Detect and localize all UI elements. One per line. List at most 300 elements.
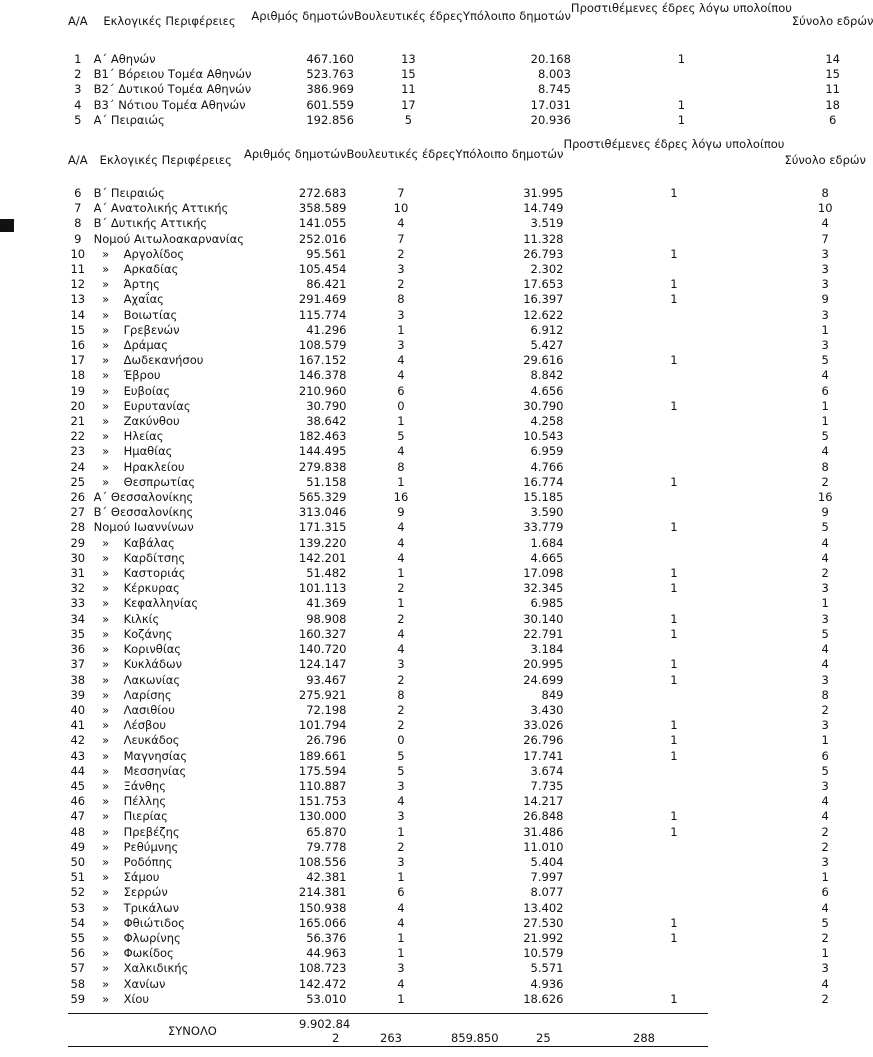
- total-seats-cell: 3: [821, 338, 829, 353]
- col-header-population: Αριθμός δημοτών: [243, 147, 347, 161]
- region-name: [88, 733, 244, 748]
- region-name: [88, 992, 244, 1007]
- region-name: [88, 703, 244, 718]
- table-row: [68, 505, 866, 520]
- seats-cell: 1: [397, 930, 405, 945]
- seats-cell: 1: [397, 824, 405, 839]
- population-cell: 115.774: [298, 307, 347, 322]
- total-seats-cell: 5: [821, 353, 829, 368]
- seats-cell: 5: [397, 429, 405, 444]
- table-row: [68, 338, 866, 353]
- table-row: [68, 429, 866, 444]
- col-header-population: Αριθμός δημοτών: [251, 9, 354, 23]
- region-name: [88, 612, 244, 627]
- row-number: 53: [70, 900, 86, 915]
- row-number: 37: [70, 657, 86, 672]
- ditto-mark: »: [102, 626, 110, 641]
- ditto-mark: »: [102, 474, 110, 489]
- total-seats-cell: 3: [821, 672, 829, 687]
- total-bottom-rule: [68, 1046, 708, 1047]
- table-row: [68, 885, 866, 900]
- table-row: [68, 475, 866, 490]
- region-name: [88, 52, 252, 67]
- remainder-cell: 3.519: [530, 216, 564, 231]
- seats-cell: 0: [397, 733, 405, 748]
- region-name-text: Νομού Αιτωλοακαρνανίας: [93, 231, 244, 246]
- remainder-cell: 10.543: [523, 429, 564, 444]
- row-number: 35: [70, 626, 86, 641]
- row-number: 46: [70, 794, 86, 809]
- seats-cell: 2: [397, 581, 405, 596]
- population-cell: 358.589: [298, 201, 347, 216]
- added-seats-cell: 1: [670, 748, 678, 763]
- remainder-cell: 17.031: [530, 97, 571, 112]
- remainder-cell: 11.328: [523, 231, 564, 246]
- row-number: 26: [70, 490, 86, 505]
- ditto-mark: »: [102, 429, 110, 444]
- region-name: [88, 201, 244, 216]
- region-name: [88, 885, 244, 900]
- region-name: [88, 247, 244, 262]
- population-cell: 182.463: [298, 429, 347, 444]
- added-seats-cell: [563, 444, 784, 459]
- ditto-mark: »: [102, 976, 110, 991]
- ditto-mark: »: [102, 748, 110, 763]
- added-seats-cell: [563, 384, 784, 399]
- total-seats-cell: 1: [821, 322, 829, 337]
- table-row: [68, 901, 866, 916]
- total-seats-cell: 2: [821, 474, 829, 489]
- table-row: [68, 323, 866, 338]
- added-seats-cell: [563, 779, 784, 794]
- row-number: 19: [70, 383, 86, 398]
- row-number: 24: [70, 459, 86, 474]
- region-name: [88, 825, 244, 840]
- remainder-cell: 5.404: [530, 854, 564, 869]
- seats-table-part-1: [68, 1, 873, 128]
- population-cell: 279.838: [298, 459, 347, 474]
- added-seats-cell: [563, 642, 784, 657]
- row-number: 7: [74, 201, 82, 216]
- population-cell: 146.378: [298, 368, 347, 383]
- total-seats-cell: 5: [821, 763, 829, 778]
- row-number: 48: [70, 824, 86, 839]
- total-seats-cell: 1: [821, 733, 829, 748]
- ditto-mark: »: [102, 718, 110, 733]
- remainder-cell: 33.779: [523, 520, 564, 535]
- col-header-seats: Βουλευτικές έδρες: [346, 147, 456, 161]
- col-header-remainder: Υπόλοιπο δημοτών: [455, 147, 564, 161]
- col-header-total-seats: Σύνολο εδρών: [784, 153, 866, 167]
- seats-cell: 1: [397, 870, 405, 885]
- ditto-mark: »: [102, 733, 110, 748]
- row-number: 25: [70, 474, 86, 489]
- seats-cell: 6: [397, 885, 405, 900]
- total-seats-cell: 3: [821, 611, 829, 626]
- region-name: [88, 551, 244, 566]
- total-seats-cell: 2: [821, 702, 829, 717]
- population-cell: 56.376: [306, 930, 347, 945]
- seats-cell: 2: [397, 277, 405, 292]
- row-number: 56: [70, 946, 86, 961]
- added-seats-cell: [563, 764, 784, 779]
- row-number: 52: [70, 885, 86, 900]
- table-row: [68, 201, 866, 216]
- population-cell: 142.472: [298, 976, 347, 991]
- table-row: [68, 353, 866, 368]
- table-body-part-2: [68, 186, 866, 1007]
- total-seats-cell: 11: [825, 82, 840, 97]
- region-name: [88, 262, 244, 277]
- region-name-text: Καρδίτσης: [123, 550, 186, 565]
- population-cell: 189.661: [298, 748, 347, 763]
- seats-cell: 7: [397, 186, 405, 200]
- seats-cell: 4: [397, 368, 405, 383]
- table-row: [68, 216, 866, 231]
- region-name-text: Νομού Ιωαννίνων: [93, 520, 194, 535]
- row-number: 34: [70, 611, 86, 626]
- row-number: 55: [70, 930, 86, 945]
- added-seats-cell: 1: [670, 186, 678, 200]
- seats-cell: 5: [397, 763, 405, 778]
- totals-population-line1: 9.902.84: [299, 1017, 351, 1031]
- region-name-text: Καβάλας: [123, 535, 175, 550]
- row-number: 17: [70, 353, 86, 368]
- region-name: [88, 308, 244, 323]
- seats-cell: 4: [397, 216, 405, 231]
- population-cell: 41.369: [306, 596, 347, 611]
- population-cell: 175.594: [298, 763, 347, 778]
- table-body-part-1: [68, 52, 873, 128]
- table-row: [68, 718, 866, 733]
- population-cell: 95.561: [306, 246, 347, 261]
- ditto-mark: »: [102, 870, 110, 885]
- remainder-cell: 27.530: [523, 915, 564, 930]
- table-row: [68, 657, 866, 672]
- ditto-mark: »: [102, 566, 110, 581]
- region-name: [88, 98, 252, 113]
- row-number: 45: [70, 778, 86, 793]
- remainder-cell: 31.486: [523, 824, 564, 839]
- total-seats-cell: 5: [821, 520, 829, 535]
- table-row: [68, 809, 866, 824]
- region-name: [88, 113, 252, 128]
- row-number: 58: [70, 976, 86, 991]
- ditto-mark: »: [102, 657, 110, 672]
- population-cell: 151.753: [298, 794, 347, 809]
- seats-cell: 2: [397, 611, 405, 626]
- remainder-cell: 17.098: [523, 566, 564, 581]
- seats-cell: 4: [397, 976, 405, 991]
- population-cell: 93.467: [306, 672, 347, 687]
- table-row: [68, 368, 866, 383]
- region-name: [88, 657, 244, 672]
- total-seats-cell: 6: [828, 112, 837, 127]
- ditto-mark: »: [102, 930, 110, 945]
- total-seats-cell: 4: [821, 809, 829, 824]
- total-seats-cell: 3: [821, 246, 829, 261]
- region-name-text: Κέρκυρας: [123, 581, 180, 596]
- row-number: 21: [70, 414, 86, 429]
- added-seats-cell: [563, 201, 784, 216]
- seats-cell: 2: [397, 839, 405, 854]
- row-number: 4: [74, 97, 82, 112]
- total-seats-cell: 3: [821, 854, 829, 869]
- total-seats-cell: 7: [821, 231, 829, 246]
- table-row: [68, 277, 866, 292]
- region-name: [88, 429, 244, 444]
- total-seats-cell: 10: [817, 201, 833, 216]
- table-row: [68, 292, 866, 307]
- seats-cell: 4: [397, 915, 405, 930]
- remainder-cell: 30.140: [523, 611, 564, 626]
- remainder-cell: 7.735: [530, 778, 564, 793]
- population-cell: 65.870: [306, 824, 347, 839]
- table-row: [68, 992, 866, 1007]
- population-cell: 467.160: [306, 52, 354, 66]
- total-seats-cell: 16: [817, 490, 833, 505]
- table-row: [68, 98, 873, 113]
- region-name: [88, 961, 244, 976]
- row-number: 31: [70, 566, 86, 581]
- total-seats-cell: 4: [821, 368, 829, 383]
- added-seats-cell: 1: [670, 474, 678, 489]
- table-row: [68, 961, 866, 976]
- remainder-cell: 8.745: [537, 82, 571, 97]
- region-name-text: Ηρακλείου: [123, 459, 185, 474]
- region-name-text: Ημαθίας: [123, 444, 173, 459]
- table-row: [68, 262, 866, 277]
- ditto-mark: »: [102, 262, 110, 277]
- population-cell: 160.327: [298, 626, 347, 641]
- remainder-cell: 3.430: [530, 702, 564, 717]
- table-row: [68, 596, 866, 611]
- ditto-mark: »: [102, 307, 110, 322]
- remainder-cell: 6.912: [530, 322, 564, 337]
- region-name: [88, 901, 244, 916]
- added-seats-cell: 1: [670, 824, 678, 839]
- row-number: 6: [74, 186, 82, 200]
- remainder-cell: 16.774: [523, 474, 564, 489]
- table-row: [68, 113, 873, 128]
- ditto-mark: »: [102, 991, 110, 1006]
- remainder-cell: 21.992: [523, 930, 564, 945]
- ditto-mark: »: [102, 535, 110, 550]
- region-name: [88, 82, 252, 97]
- total-seats-cell: 6: [821, 885, 829, 900]
- row-number: 20: [70, 398, 86, 413]
- table-row: [68, 764, 866, 779]
- added-seats-cell: [563, 536, 784, 551]
- row-number: 49: [70, 839, 86, 854]
- table-row: [68, 566, 866, 581]
- remainder-cell: 4.766: [530, 459, 564, 474]
- region-name-text: Κεφαλληνίας: [123, 596, 199, 611]
- region-name-text: Γρεβενών: [123, 322, 180, 337]
- added-seats-cell: 1: [670, 398, 678, 413]
- population-cell: 272.683: [298, 186, 347, 200]
- population-cell: 101.794: [298, 718, 347, 733]
- region-name: [88, 277, 244, 292]
- row-number: 18: [70, 368, 86, 383]
- row-number: 32: [70, 581, 86, 596]
- remainder-cell: 20.995: [523, 657, 564, 672]
- region-name: [88, 870, 244, 885]
- total-seats-cell: 1: [821, 596, 829, 611]
- region-name: [88, 338, 244, 353]
- total-seats-cell: 9: [821, 505, 829, 520]
- seats-cell: 4: [397, 520, 405, 535]
- total-seats-cell: 4: [821, 900, 829, 915]
- row-number: 50: [70, 854, 86, 869]
- region-name-text: Έβρου: [123, 368, 161, 383]
- added-seats-cell: 1: [670, 246, 678, 261]
- total-seats-cell: 3: [821, 961, 829, 976]
- remainder-cell: 17.741: [523, 748, 564, 763]
- ditto-mark: »: [102, 702, 110, 717]
- seats-cell: 3: [397, 854, 405, 869]
- region-name: [88, 673, 244, 688]
- remainder-cell: 30.790: [523, 398, 564, 413]
- seats-cell: 3: [397, 338, 405, 353]
- col-header-aa: Α/Α: [68, 153, 88, 167]
- region-name-text: Λασιθίου: [123, 702, 175, 717]
- ditto-mark: »: [102, 353, 110, 368]
- table-header-row: [68, 10, 873, 52]
- population-cell: 108.723: [298, 961, 347, 976]
- region-name-text: Λακωνίας: [123, 672, 181, 687]
- region-name-text: Ρεθύμνης: [123, 839, 179, 854]
- totals-remainder: 859.850: [451, 1031, 499, 1045]
- row-number: 47: [70, 809, 86, 824]
- region-name-text: Κιλκίς: [123, 611, 160, 626]
- added-seats-cell: [563, 901, 784, 916]
- ditto-mark: »: [102, 900, 110, 915]
- table-row: [68, 612, 866, 627]
- population-cell: 291.469: [298, 292, 347, 307]
- ditto-mark: »: [102, 277, 110, 292]
- remainder-cell: 6.985: [530, 596, 564, 611]
- region-name-text: Αρκαδίας: [123, 262, 179, 277]
- seats-cell: 4: [397, 900, 405, 915]
- remainder-cell: 3.674: [530, 763, 564, 778]
- col-header-remainder: Υπόλοιπο δημοτών: [462, 9, 571, 23]
- region-name-text: Πιερίας: [123, 809, 168, 824]
- added-seats-cell: [563, 885, 784, 900]
- region-name: [88, 642, 244, 657]
- table-row: [68, 703, 866, 718]
- region-name: [88, 749, 244, 764]
- seats-table-part-2: [68, 138, 866, 1007]
- row-number: 1: [74, 52, 82, 66]
- table-row: [68, 749, 866, 764]
- col-header-total-seats: Σύνολο εδρών: [791, 14, 873, 28]
- region-name-text: Ευβοίας: [123, 383, 171, 398]
- population-cell: 98.908: [306, 611, 347, 626]
- region-name-text: Τρικάλων: [123, 900, 180, 915]
- population-cell: 51.482: [306, 566, 347, 581]
- region-name: [88, 688, 244, 703]
- row-number: 8: [74, 216, 82, 231]
- seats-cell: 7: [397, 231, 405, 246]
- region-name-text: Καστοριάς: [123, 566, 186, 581]
- population-cell: 41.296: [306, 322, 347, 337]
- remainder-cell: 20.936: [530, 112, 571, 127]
- added-seats-cell: [563, 703, 784, 718]
- row-number: 11: [70, 262, 86, 277]
- totals-seats: 263: [380, 1031, 402, 1045]
- region-name-text: Δράμας: [123, 338, 169, 353]
- total-seats-cell: 1: [821, 398, 829, 413]
- seats-cell: 3: [397, 778, 405, 793]
- region-name: [88, 475, 244, 490]
- table-row: [68, 733, 866, 748]
- seats-cell: 1: [397, 322, 405, 337]
- col-header-region: Εκλογικές Περιφέρειες: [99, 153, 232, 167]
- table-row: [68, 855, 866, 870]
- region-name: [88, 794, 244, 809]
- table-row: [68, 840, 866, 855]
- region-name-text: Α΄ Πειραιώς: [93, 112, 165, 127]
- region-name-text: Β1΄ Βόρειου Τομέα Αθηνών: [93, 67, 252, 82]
- added-seats-cell: [563, 688, 784, 703]
- seats-cell: 4: [397, 794, 405, 809]
- remainder-cell: 4.936: [530, 976, 564, 991]
- population-cell: 601.559: [306, 97, 354, 112]
- table-header-row: [68, 138, 866, 186]
- seats-cell: 5: [397, 748, 405, 763]
- region-name: [88, 186, 244, 201]
- seats-cell: 2: [397, 672, 405, 687]
- row-number: 5: [74, 112, 82, 127]
- seats-cell: 1: [397, 474, 405, 489]
- remainder-cell: 4.258: [530, 414, 564, 429]
- table-row: [68, 825, 866, 840]
- remainder-cell: 10.579: [523, 946, 564, 961]
- table-row: [68, 67, 873, 82]
- region-name-text: Χαλκιδικής: [123, 961, 189, 976]
- added-seats-cell: [563, 323, 784, 338]
- total-seats-cell: 1: [821, 414, 829, 429]
- margin-marker: [0, 219, 14, 232]
- region-name: [88, 444, 244, 459]
- remainder-cell: 8.077: [530, 885, 564, 900]
- added-seats-cell: 1: [677, 97, 686, 112]
- region-name: [88, 718, 244, 733]
- seats-cell: 3: [397, 657, 405, 672]
- ditto-mark: »: [102, 824, 110, 839]
- remainder-cell: 849: [541, 687, 564, 702]
- col-header-region: Εκλογικές Περιφέρειες: [103, 14, 236, 28]
- remainder-cell: 20.168: [530, 52, 571, 66]
- region-name-text: Μεσσηνίας: [123, 763, 187, 778]
- population-cell: 210.960: [298, 383, 347, 398]
- table-row: [68, 399, 866, 414]
- population-cell: 275.921: [298, 687, 347, 702]
- region-name: [88, 946, 244, 961]
- table-row: [68, 490, 866, 505]
- ditto-mark: »: [102, 961, 110, 976]
- table-row: [68, 673, 866, 688]
- added-seats-cell: [563, 368, 784, 383]
- ditto-mark: »: [102, 672, 110, 687]
- total-seats-cell: 8: [821, 687, 829, 702]
- table-row: [68, 551, 866, 566]
- region-name: [88, 399, 244, 414]
- table-row: [68, 642, 866, 657]
- population-cell: 313.046: [298, 505, 347, 520]
- row-number: 14: [70, 307, 86, 322]
